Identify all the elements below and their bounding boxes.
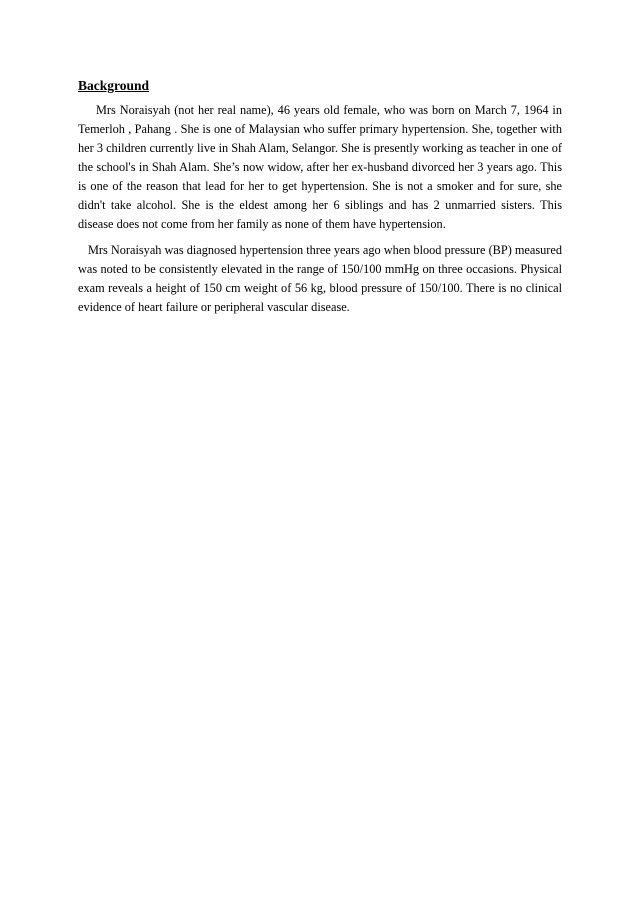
section-heading: Background — [78, 78, 150, 93]
document-body — [78, 76, 562, 317]
background-paragraph-1: Mrs Noraisyah (not her real name), 46 years old female, who was born on March 7, 1964 in Temerloh , Pahang . She is one of Malaysian who suffer primary hypertension. She, together with her 3 children currently live in Shah Alam, Selangor. She is presently working as teacher in one of the school's in Shah Alam. She’s now widow, after her ex-husband divorced her 3 years ago. This is one of the reason that lead for her to get hypertension. She is not a smoker and for sure, she didn't take alcohol. She is the eldest among her 6 siblings and has 2 unmarried sisters. This disease does not come from her family as none of them have hypertension. — [78, 103, 562, 231]
background-paragraph-2: Mrs Noraisyah was diagnosed hypertension three years ago when blood pressure (BP) measured was noted to be consistently elevated in the range of 150/100 mmHg on three occasions. Physical exam reveals a height of 150 cm weight of 56 kg, blood pressure of 150/100. There is no clinical evidence of heart failure or peripheral vascular disease. — [78, 243, 562, 314]
